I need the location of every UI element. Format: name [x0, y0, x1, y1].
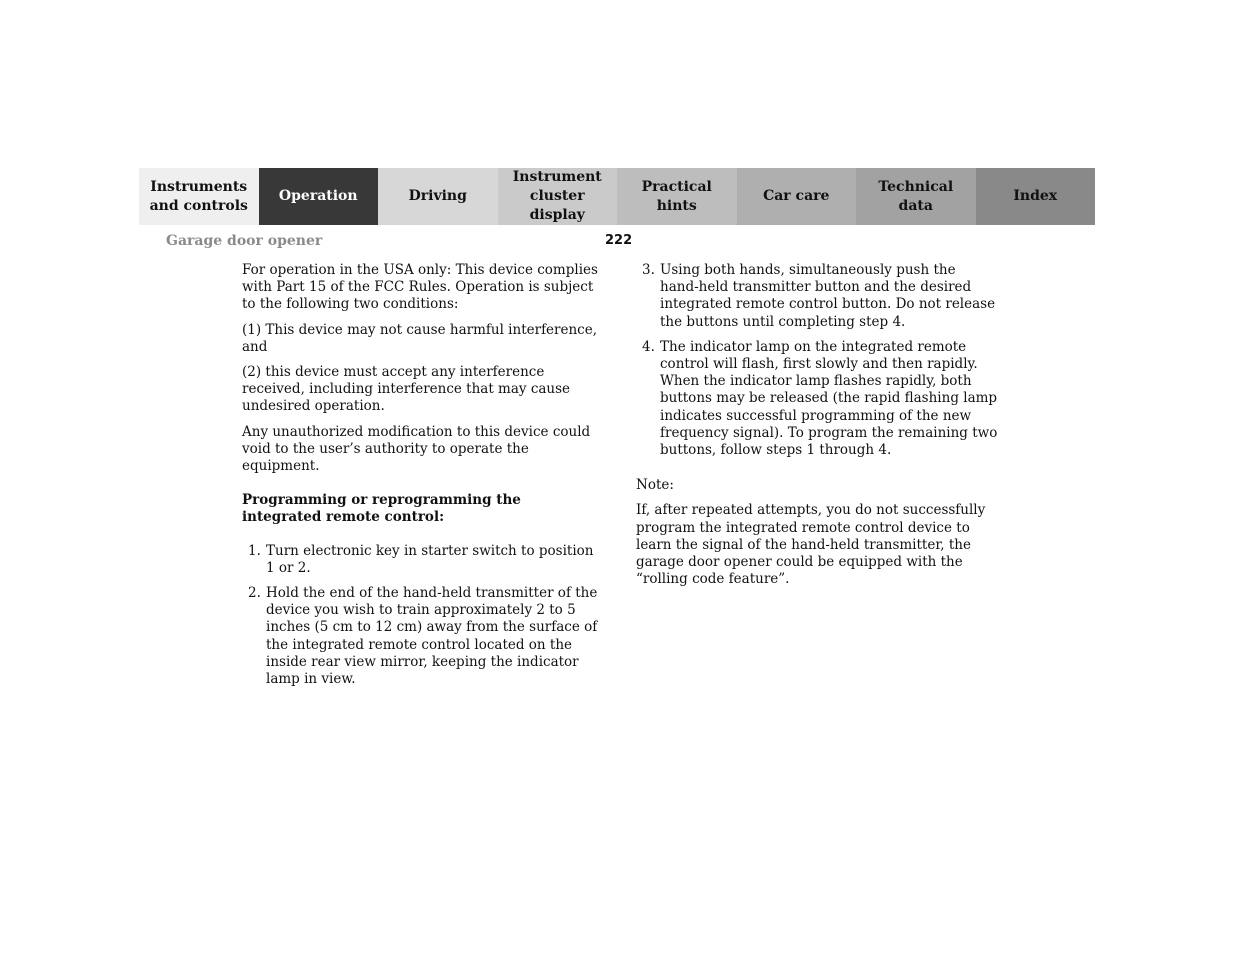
list-item	[242, 543, 604, 577]
tab-index[interactable]: Index	[976, 168, 1096, 225]
list-item	[636, 262, 998, 331]
step-number: 4.	[642, 338, 655, 355]
fcc-intro-paragraph: For operation in the USA only: This device complies with Part 15 of the FCC Rules. Operation is subject to the following two conditions:	[242, 262, 598, 313]
step-number: 2.	[248, 585, 261, 602]
page-number: 222	[605, 233, 633, 248]
left-column	[242, 262, 604, 696]
step-text: The indicator lamp on the integrated remote control will flash, first slowly and then rapidly. When the indicator lamp flashes rapidly, both buttons may be released (the rapid flashing lamp indicates successful programming of the new frequency signal). To program the remaining two buttons, follow steps 1 through 4.	[660, 338, 998, 459]
tab-technical-data[interactable]: Technical data	[856, 168, 976, 225]
tab-car-care[interactable]: Car care	[737, 168, 857, 225]
unauthorized-modification-paragraph: Any unauthorized modification to this device could void to the user’s authority to operate the equipment.	[242, 423, 591, 475]
programming-steps-list-continued	[636, 262, 998, 459]
fcc-condition-2: (2) this device must accept any interference received, including interference that may cause undesired operation.	[242, 364, 571, 415]
section-title: Garage door opener	[166, 233, 323, 249]
tab-practical-hints[interactable]: Practical hints	[617, 168, 737, 225]
tab-instrument-cluster-display[interactable]: Instrument cluster display	[498, 168, 618, 225]
tab-driving[interactable]: Driving	[378, 168, 498, 225]
right-column	[636, 262, 998, 596]
section-tab-bar	[139, 168, 1095, 225]
step-number: 3.	[642, 262, 655, 278]
tab-instruments-and-controls[interactable]: Instruments and controls	[139, 168, 259, 225]
step-text: Hold the end of the hand-held transmitter of the device you wish to train approximately 2 to 5 inches (5 cm to 12 cm) away from the surface of the integrated remote control located on the inside rear view mirror, keeping the indicator lamp in view.	[266, 585, 598, 688]
fcc-condition-1: (1) This device may not cause harmful interference, and	[242, 321, 598, 355]
note-label: Note:	[636, 477, 674, 494]
list-item	[242, 585, 604, 688]
tab-operation[interactable]: Operation	[259, 168, 379, 225]
step-number: 1.	[248, 542, 261, 559]
step-text: Using both hands, simultaneously push the hand-held transmitter button and the desired integrated remote control button. Do not release the buttons until completing step 4.	[660, 262, 996, 330]
list-item	[636, 339, 998, 459]
programming-steps-list	[242, 543, 604, 689]
note-text: If, after repeated attempts, you do not successfully program the integrated remote control device to learn the signal of the hand-held transmitter, the garage door opener could be equipped with the “rolling code feature”.	[636, 502, 986, 588]
programming-heading: Programming or reprogramming the integrated remote control:	[242, 492, 521, 526]
step-text: Turn electronic key in starter switch to position 1 or 2.	[266, 542, 594, 576]
